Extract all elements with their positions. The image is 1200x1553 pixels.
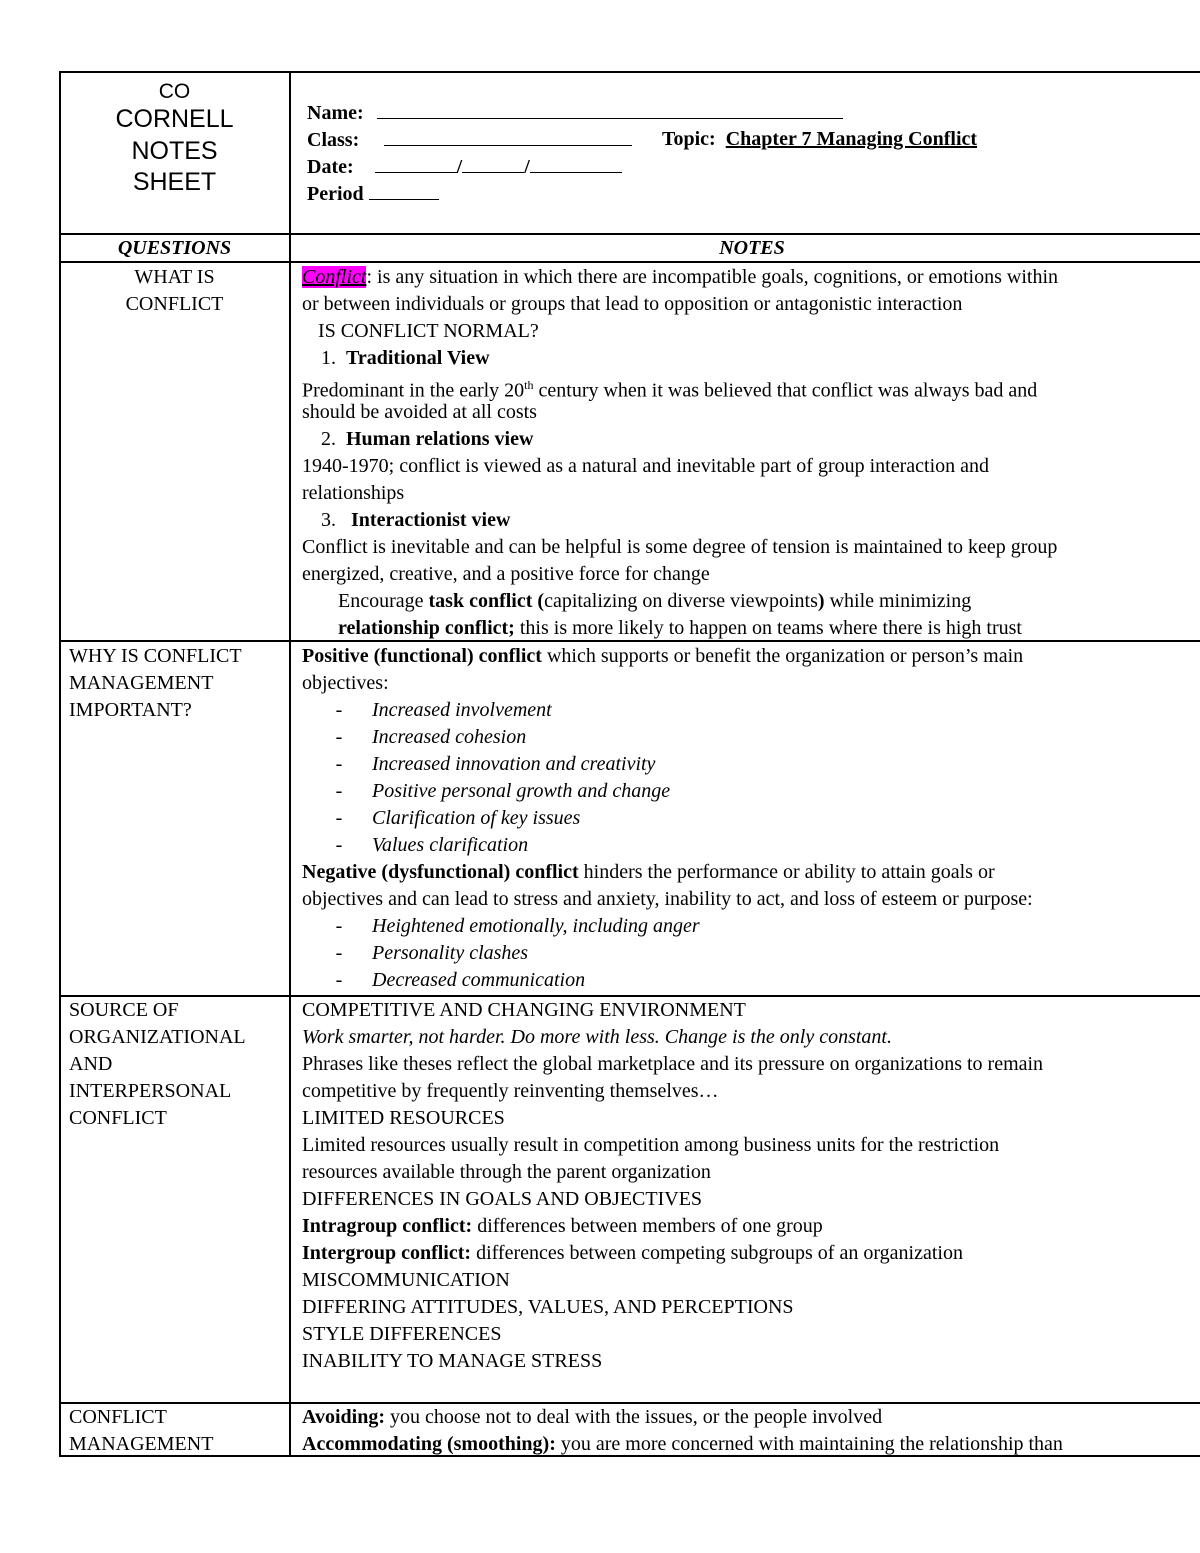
bold-term: ) <box>817 590 825 612</box>
dash: - <box>335 699 343 721</box>
bold-term: Positive (functional) conflict <box>302 645 542 667</box>
note-line: Limited resources usually result in competition among business units for the restriction <box>302 1134 1000 1156</box>
note-line: DIFFERING ATTITUDES, VALUES, AND PERCEPTIONS <box>302 1296 794 1318</box>
question-line: ORGANIZATIONAL <box>69 1026 246 1048</box>
list-text: Increased involvement <box>372 699 552 721</box>
list-item <box>302 940 1200 967</box>
list-item <box>302 778 1200 805</box>
list-text: Values clarification <box>372 834 529 856</box>
note-text: Predominant in the early 20 <box>302 379 525 402</box>
list-item <box>302 805 1200 832</box>
note-line: objectives and can lead to stress and anxiety, inability to act, and loss of esteem or purpose: <box>302 888 1033 910</box>
notes-what-is-conflict <box>302 264 1200 642</box>
question-line: CONFLICT <box>69 1107 167 1129</box>
note-text: Encourage <box>338 590 429 612</box>
note-line: LIMITED RESOURCES <box>302 1107 505 1129</box>
list-text: Positive personal growth and change <box>372 780 671 802</box>
question-line: MANAGEMENT <box>69 672 214 694</box>
view-title: Interactionist view <box>351 509 511 531</box>
question-line: AND <box>69 1053 113 1075</box>
note-line: should be avoided at all costs <box>302 401 537 423</box>
note-line: energized, creative, and a positive force for change <box>302 563 710 585</box>
note-line: objectives: <box>302 672 389 694</box>
topic <box>662 126 977 153</box>
note-line <box>302 1024 1200 1051</box>
note-text: while minimizing <box>824 590 972 612</box>
question-line: SOURCE OF <box>69 999 179 1021</box>
note-line: relationships <box>302 482 405 504</box>
note-line: COMPETITIVE AND CHANGING ENVIRONMENT <box>302 999 746 1021</box>
question-line: MANAGEMENT <box>69 1433 214 1455</box>
bold-term: task conflict ( <box>428 590 545 612</box>
dash: - <box>335 807 343 829</box>
notes-conflict-management <box>302 1404 1200 1457</box>
note-line <box>302 426 1200 453</box>
list-item <box>302 913 1200 940</box>
question-what-is-conflict <box>59 264 290 318</box>
question-conflict-management <box>69 1404 289 1457</box>
view-title: Human relations view <box>346 428 534 450</box>
highlighted-term: Conflict <box>302 266 367 288</box>
cornell-notes-sheet <box>59 71 1200 1457</box>
note-text: century when it was believed that conflict was always bad and <box>533 379 1038 402</box>
note-line <box>302 859 1200 886</box>
note-line: 1940-1970; conflict is viewed as a natural and inevitable part of group interaction and <box>302 455 990 477</box>
list-item <box>302 832 1200 859</box>
note-line: or between individuals or groups that lead to opposition or antagonistic interaction <box>302 293 963 315</box>
date-label: Date: <box>307 156 354 178</box>
question-why-important <box>69 643 289 724</box>
student-info <box>307 99 1187 207</box>
note-line <box>302 1404 1200 1431</box>
dash: - <box>335 942 343 964</box>
question-source-of-conflict <box>69 997 289 1132</box>
period-row <box>307 180 1187 207</box>
note-line <box>302 643 1200 670</box>
class-field[interactable] <box>384 126 632 146</box>
question-line: INTERPERSONAL <box>69 1080 232 1102</box>
dash: - <box>335 969 343 991</box>
note-text: Work smarter, not harder. Do more with less. Change is the only constant. <box>302 1026 892 1048</box>
sheet-title <box>59 71 290 233</box>
title-notes: NOTES <box>131 136 218 165</box>
view-title: Traditional View <box>346 347 490 369</box>
note-text: : is any situation in which there are incompatible goals, cognitions, or emotions within <box>366 266 1058 288</box>
list-number: 2. <box>321 428 336 450</box>
list-item <box>302 697 1200 724</box>
dash: - <box>335 834 343 856</box>
note-text: capitalizing on diverse viewpoints <box>544 590 818 612</box>
note-line: competitive by frequently reinventing themselves… <box>302 1080 719 1102</box>
bold-term: Intergroup conflict: <box>302 1242 472 1264</box>
bold-term: Negative (dysfunctional) conflict <box>302 861 579 883</box>
note-text: you are more concerned with maintaining the relationship than <box>555 1433 1063 1455</box>
bold-term: Accommodating (smoothing): <box>302 1433 556 1455</box>
list-text: Increased innovation and creativity <box>372 753 656 775</box>
note-line: IS CONFLICT NORMAL? <box>318 320 539 342</box>
question-line: IMPORTANT? <box>69 699 192 721</box>
note-line <box>302 588 1200 615</box>
note-line <box>302 615 1200 642</box>
dash: - <box>335 726 343 748</box>
bold-term: Intragroup conflict: <box>302 1215 473 1237</box>
class-row <box>307 126 1187 153</box>
date-month-field[interactable] <box>375 153 457 173</box>
title-sheet: SHEET <box>132 168 217 196</box>
period-label: Period <box>307 183 364 205</box>
note-text: hinders the performance or ability to attain goals or <box>578 861 995 883</box>
note-line <box>302 1240 1200 1267</box>
note-line: Conflict is inevitable and can be helpful is some degree of tension is maintained to keep group <box>302 536 1058 558</box>
bold-term: relationship conflict; <box>338 617 515 639</box>
dash: - <box>335 915 343 937</box>
notes-why-important <box>302 643 1200 994</box>
topic-value: Chapter 7 Managing Conflict <box>725 128 978 150</box>
questions-column-header: QUESTIONS <box>117 237 232 259</box>
list-text: Decreased communication <box>372 969 586 991</box>
list-item <box>302 751 1200 778</box>
note-line: Phrases like theses reflect the global marketplace and its pressure on organizations to remain <box>302 1053 1044 1075</box>
date-row <box>307 153 1187 180</box>
list-item <box>302 967 1200 994</box>
note-line: STYLE DIFFERENCES <box>302 1323 502 1345</box>
notes-column-header: NOTES <box>719 237 785 259</box>
note-line: DIFFERENCES IN GOALS AND OBJECTIVES <box>302 1188 703 1210</box>
note-text: which supports or benefit the organization or person’s main <box>541 645 1024 667</box>
note-line <box>302 1431 1200 1457</box>
class-label: Class: <box>307 129 360 151</box>
list-item <box>302 724 1200 751</box>
note-text: differences between members of one group <box>472 1215 823 1237</box>
note-line: INABILITY TO MANAGE STRESS <box>302 1350 603 1372</box>
note-text: you choose not to deal with the issues, or the people involved <box>384 1406 883 1428</box>
list-text: Personality clashes <box>372 942 529 964</box>
note-line: MISCOMMUNICATION <box>302 1269 510 1291</box>
note-text: differences between competing subgroups of an organization <box>471 1242 963 1264</box>
period-field[interactable] <box>369 180 439 200</box>
note-line <box>302 1213 1200 1240</box>
topic-label: Topic: <box>662 128 716 150</box>
list-text: Clarification of key issues <box>372 807 581 829</box>
date-separator: / <box>524 156 530 178</box>
question-line: CONFLICT <box>69 1406 167 1428</box>
note-line <box>302 372 1200 402</box>
note-line <box>302 264 1200 291</box>
dash: - <box>335 753 343 775</box>
name-label: Name: <box>307 102 364 124</box>
list-text: Increased cohesion <box>372 726 527 748</box>
title-co: CO <box>158 80 191 103</box>
note-line: resources available through the parent organization <box>302 1161 711 1183</box>
question-line: WHAT IS <box>134 266 215 288</box>
date-separator: / <box>456 156 463 178</box>
date-year-field[interactable] <box>530 153 622 173</box>
title-cornell: CORNELL <box>115 105 234 133</box>
list-number: 1. <box>321 347 336 369</box>
name-row <box>307 99 1187 126</box>
note-line <box>302 345 1200 372</box>
superscript: th <box>524 378 534 392</box>
question-line: CONFLICT <box>125 293 224 315</box>
dash: - <box>335 780 343 802</box>
date-day-field[interactable] <box>462 153 524 173</box>
notes-source-of-conflict <box>302 997 1200 1375</box>
list-number: 3. <box>321 509 336 531</box>
bold-term: Avoiding: <box>302 1406 385 1428</box>
list-text: Heightened emotionally, including anger <box>372 915 700 937</box>
note-line <box>302 507 1200 534</box>
question-line: WHY IS CONFLICT <box>69 645 242 667</box>
name-field[interactable] <box>377 99 843 119</box>
note-text: this is more likely to happen on teams where there is high trust <box>514 617 1022 639</box>
